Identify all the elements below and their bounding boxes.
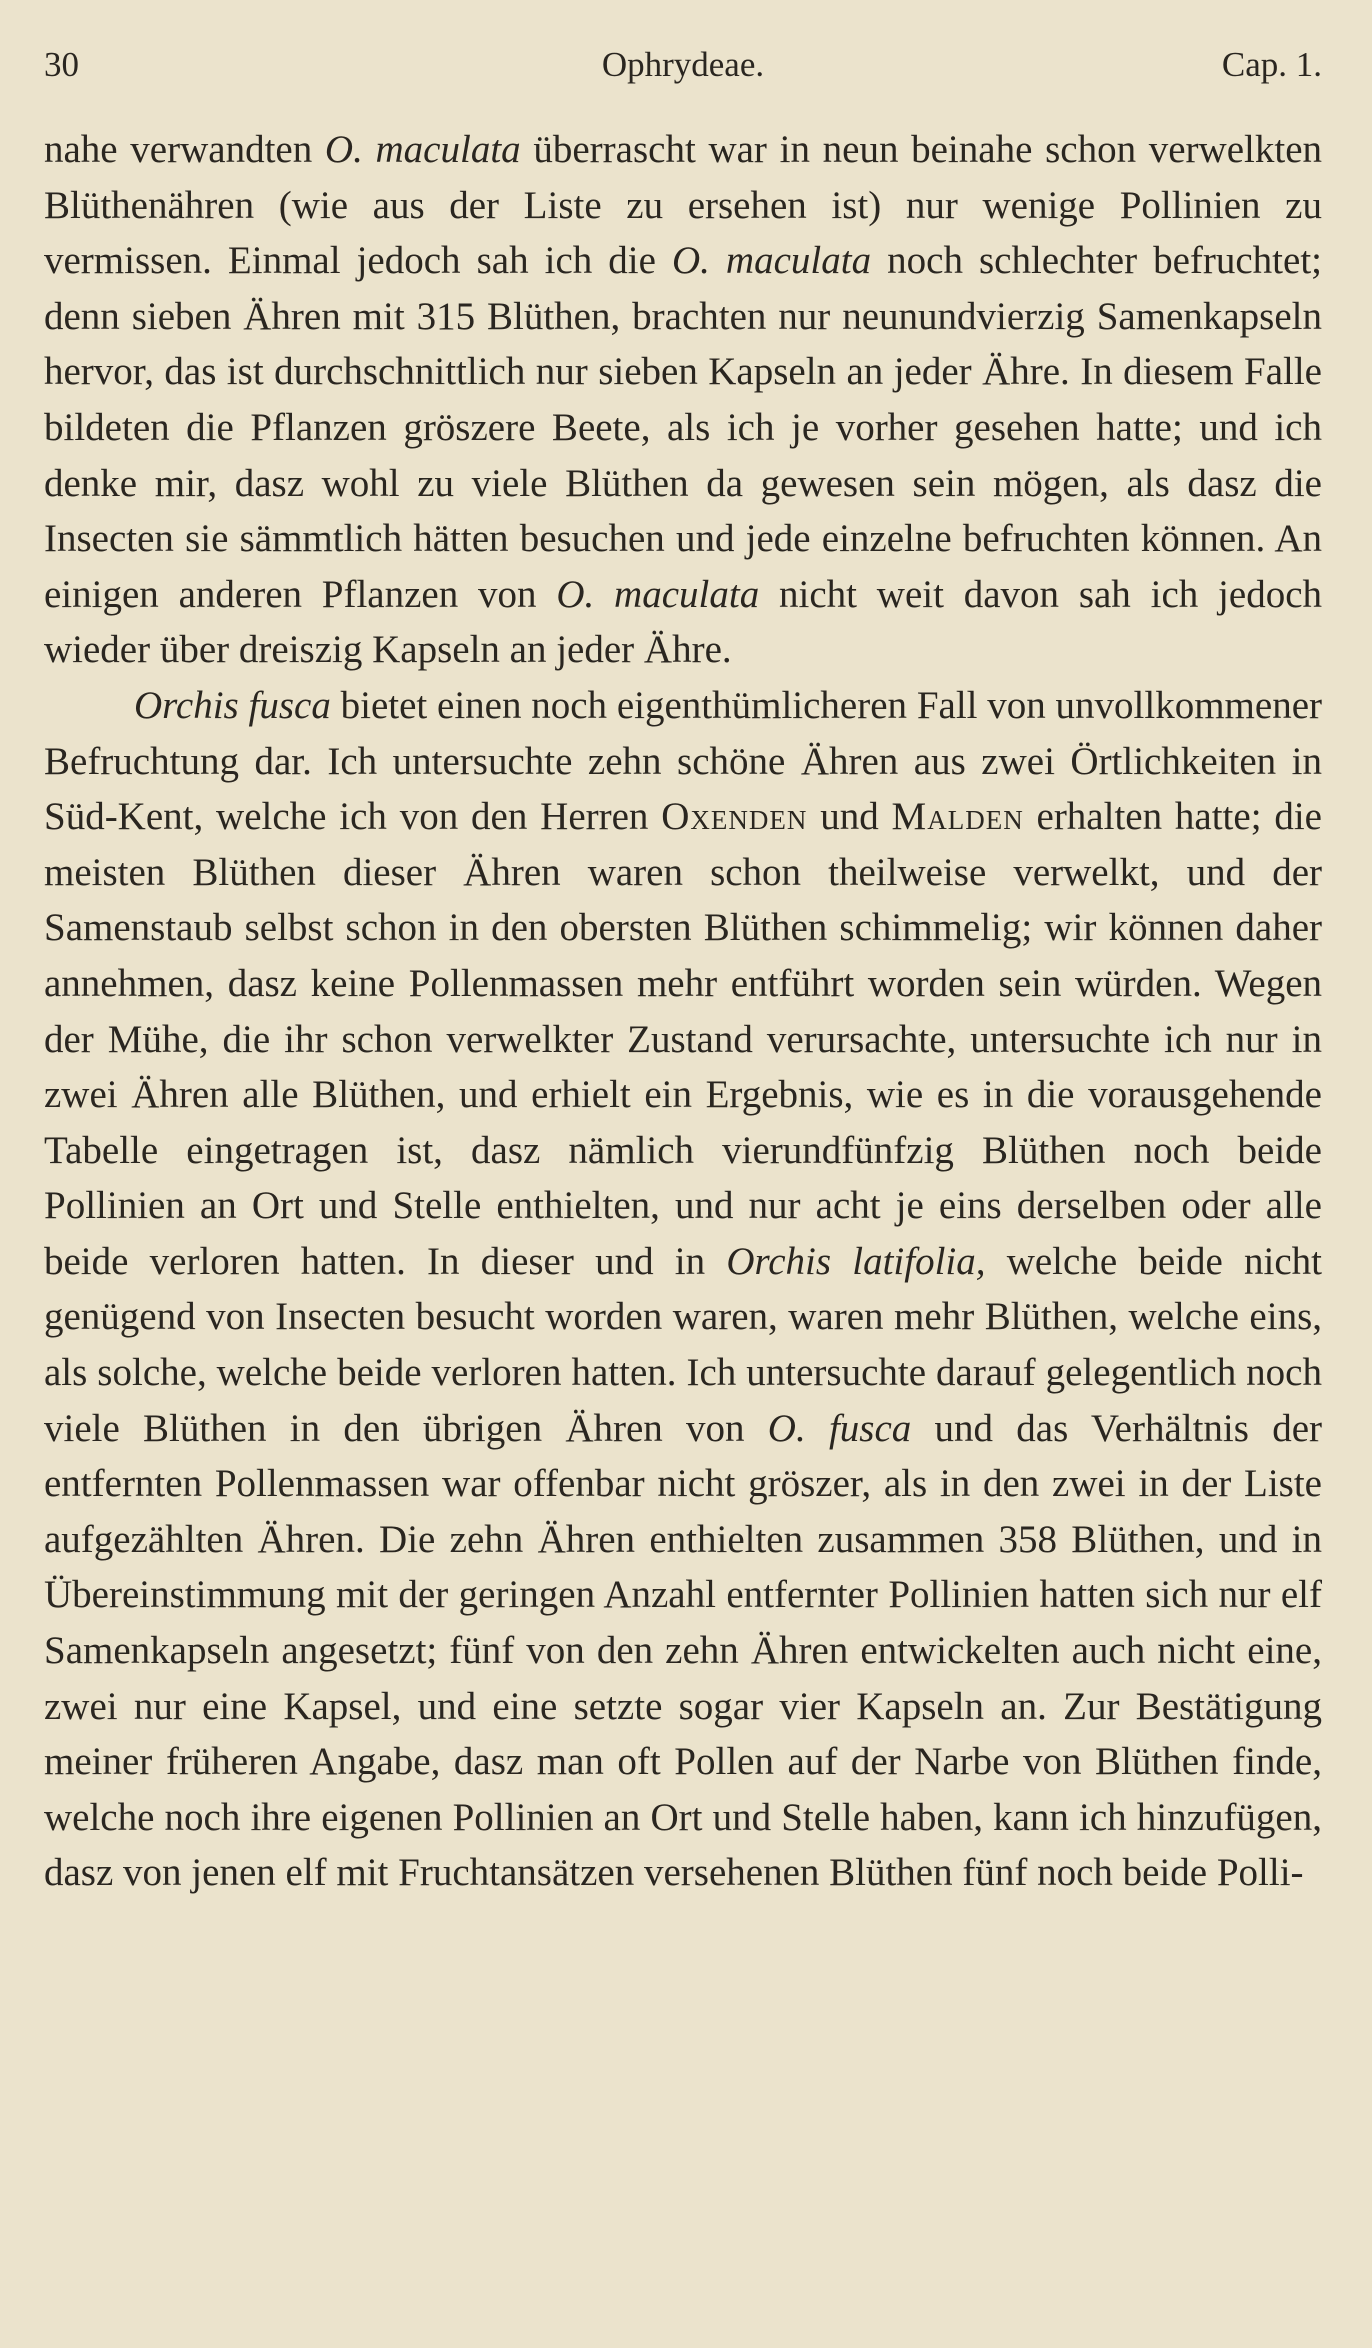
text-run: bietet einen noch eigenthümlicheren Fall von unvollkommener Befruchtung dar. Ich untersuchte zehn schöne Ähren aus zwei Örtlichkeiten in Süd-Kent, welche ich von den Herren	[44, 683, 1322, 839]
text-run: nicht weit davon sah ich jedoch wieder über dreiszig Kapseln an jeder Ähre.	[44, 572, 1323, 672]
chapter-label: Cap. 1.	[1221, 45, 1322, 84]
text-run: welche beide nicht genügend von Insecten besucht worden waren, waren mehr Blüthen, welche eins, als solche, welche beide verloren hatten. Ich untersuchte darauf gelegentlich noch viele Blüthen in den übrigen Ähren von	[44, 1239, 1322, 1450]
text-run: nahe verwandten	[44, 128, 325, 171]
running-title: Ophrydeae.	[601, 45, 765, 84]
paragraph-2	[44, 678, 1322, 1901]
page-number: 30	[44, 45, 79, 84]
species-name: Orchis latifolia,	[726, 1239, 986, 1283]
text-run: und	[807, 795, 892, 839]
species-name: O. maculata	[671, 239, 872, 283]
text-run: erhalten hatte; die meisten Blüthen dieser Ähren waren schon theilweise verwelkt, und der Samenstaub selbst schon in den obersten Blüthen schimmelig; wir können daher annehmen, dasz keine Pollenmassen mehr entführt worden sein würden. Wegen der Mühe, die ihr schon verwelkter Zustand verursachte, untersuchte ich nur in zwei Ähren alle Blüthen, und erhielt ein Ergebnis, wie es in die vorausgehende Tabelle eingetragen ist, dasz nämlich vierundfünfzig Blüthen noch beide Pollinien an Ort und Stelle enthielten, und nur acht je eins derselben oder alle beide verloren hatten. In dieser und in	[44, 795, 1322, 1283]
text-run: und das Verhältnis der entfernten Pollenmassen war offenbar nicht gröszer, als in den zwei in der Liste aufgezählten Ähren. Die zehn Ähren enthielten zusammen 358 Blüthen, und in Übereinstimmung mit der geringen Anzahl entfernter Pollinien hatten sich nur elf Samenkapseln angesetzt; fünf von den zehn Ähren entwickelten auch nicht eine, zwei nur eine Kapsel, und eine setzte sogar vier Kapseln an. Zur Bestätigung meiner früheren Angabe, dasz man oft Pollen auf der Narbe von Blüthen finde, welche noch ihre eigenen Pollinien an Ort und Stelle haben, kann ich hinzufügen, dasz von jenen elf mit Fruchtansätzen versehenen Blüthen fünf noch beide Polli-	[44, 1406, 1322, 1895]
species-name: O. fusca	[767, 1406, 912, 1450]
species-name: O. maculata	[556, 572, 760, 616]
running-header	[44, 40, 1322, 90]
species-name: O. maculata	[324, 128, 521, 171]
species-name: Orchis fusca	[134, 683, 331, 727]
text-run: überrascht war in neun beinahe schon verwelkten Blüthenähren (wie aus der Liste zu ersehen ist) nur wenige Pollinien zu vermissen. Einmal jedoch sah ich die	[44, 128, 1323, 283]
text-run: noch schlechter befruchtet; denn sieben Ähren mit 315 Blüthen, brachten nur neunundvierzig Samenkapseln hervor, das ist durchschnittlich nur sieben Kapseln an jeder Ähre. In diesem Falle bildeten die Pflanzen gröszere Beete, als ich je vorher gesehen hatte; und ich denke mir, dasz wohl zu viele Blüthen da gewesen sein mögen, als dasz die Insecten sie sämmtlich hätten besuchen und jede einzelne befruchten können. An einigen anderen Pflanzen von	[44, 239, 1323, 616]
body-text	[44, 122, 1322, 1901]
paragraph-1	[44, 122, 1322, 678]
person-name: Malden	[891, 795, 1024, 839]
person-name: Oxenden	[661, 795, 808, 839]
